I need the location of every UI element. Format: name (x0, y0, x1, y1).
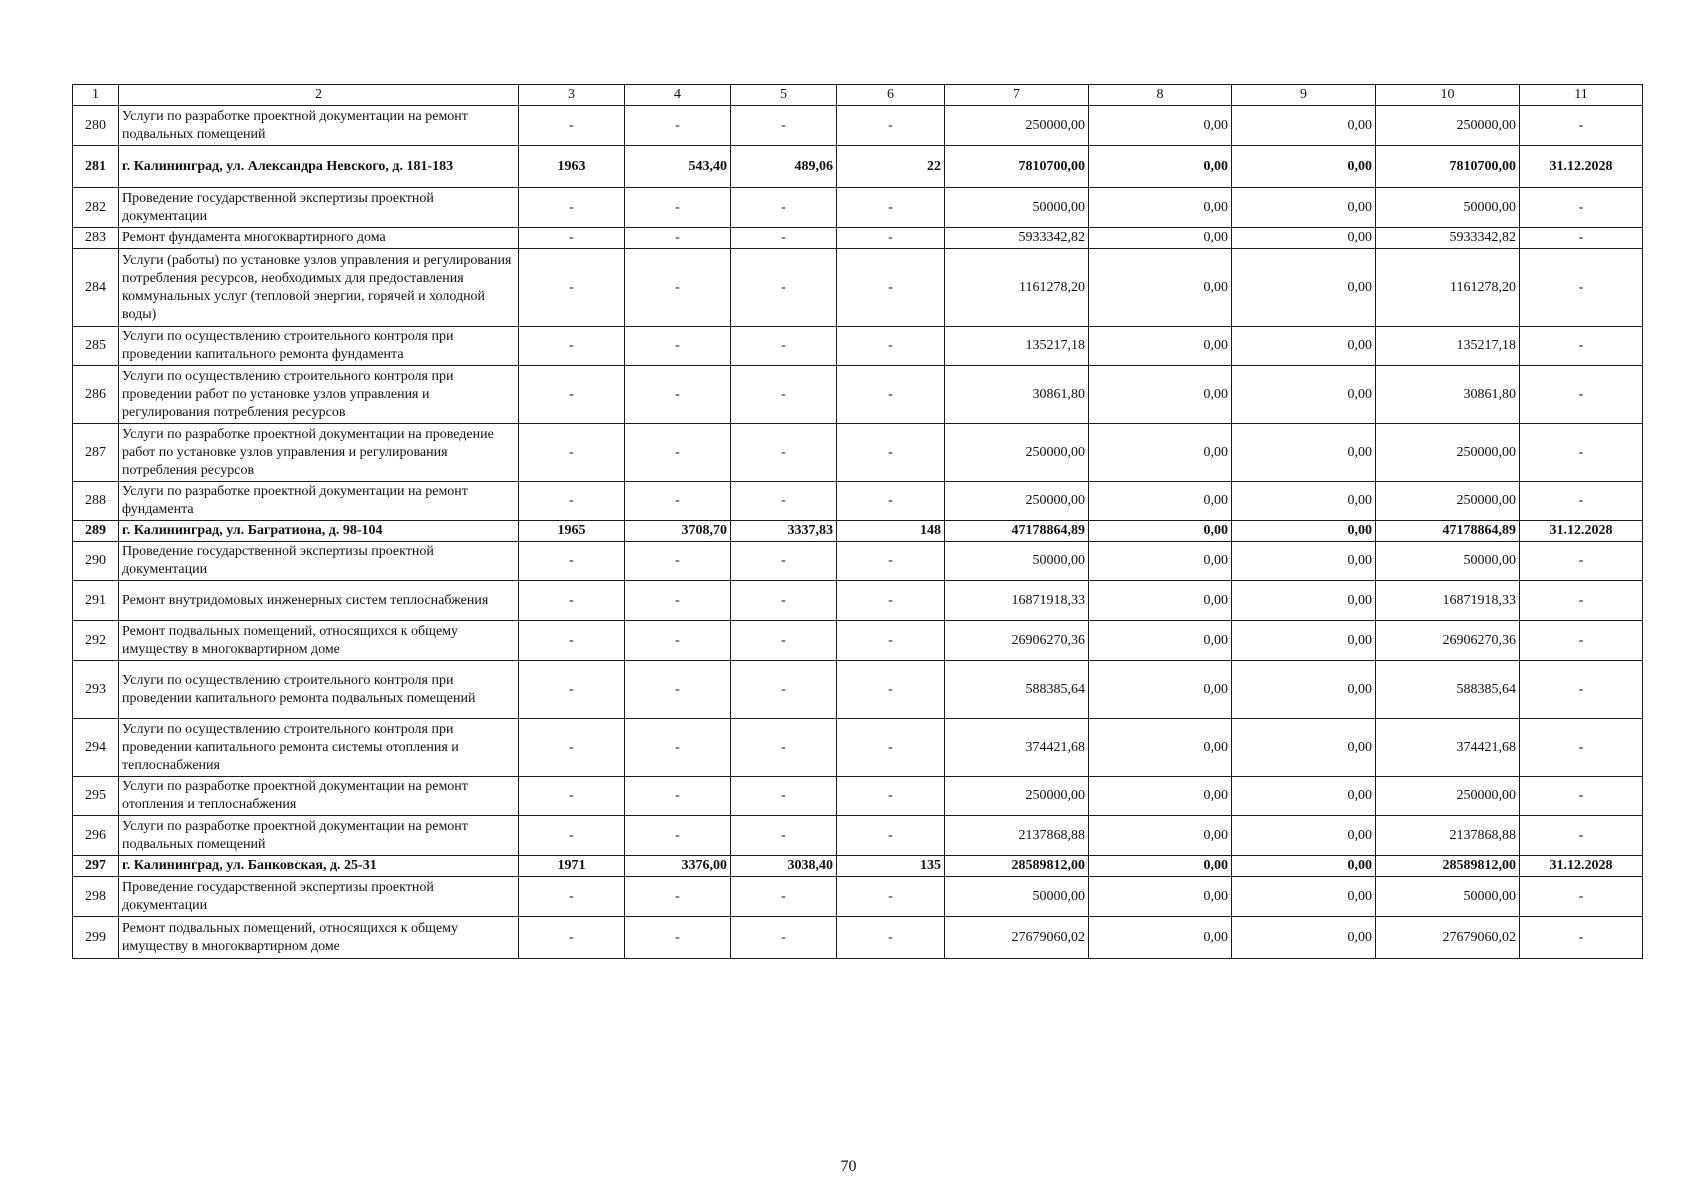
cell-col-4: - (625, 366, 731, 424)
row-number: 284 (73, 249, 119, 327)
cell-col-4: 3708,70 (625, 521, 731, 542)
cell-col-7: 50000,00 (945, 542, 1089, 581)
cell-col-9: 0,00 (1232, 366, 1376, 424)
column-number-cell: 1 (73, 85, 119, 106)
cell-col-5: - (731, 816, 837, 856)
table-row (73, 581, 1643, 621)
cell-col-10: 5933342,82 (1376, 228, 1520, 249)
cell-col-11: - (1520, 917, 1643, 959)
work-name: Ремонт внутридомовых инженерных систем теплоснабжения (119, 581, 519, 621)
cell-col-11: - (1520, 777, 1643, 816)
cell-col-10: 27679060,02 (1376, 917, 1520, 959)
cell-col-10: 250000,00 (1376, 777, 1520, 816)
cell-col-5: - (731, 877, 837, 917)
column-number-cell: 5 (731, 85, 837, 106)
cell-col-7: 250000,00 (945, 777, 1089, 816)
cell-col-4: - (625, 917, 731, 959)
work-name: Проведение государственной экспертизы проектной документации (119, 877, 519, 917)
cell-col-6: - (837, 661, 945, 719)
cell-col-5: - (731, 366, 837, 424)
cell-col-10: 50000,00 (1376, 542, 1520, 581)
cell-col-5: - (731, 424, 837, 482)
column-number-cell: 2 (119, 85, 519, 106)
cell-col-3: 1963 (519, 146, 625, 188)
cell-col-3: - (519, 917, 625, 959)
cell-col-10: 47178864,89 (1376, 521, 1520, 542)
column-number-cell: 9 (1232, 85, 1376, 106)
cell-col-9: 0,00 (1232, 146, 1376, 188)
cell-col-10: 374421,68 (1376, 719, 1520, 777)
cell-col-9: 0,00 (1232, 188, 1376, 228)
cell-col-10: 28589812,00 (1376, 856, 1520, 877)
cell-col-11: - (1520, 877, 1643, 917)
cell-col-6: - (837, 816, 945, 856)
cell-col-6: - (837, 777, 945, 816)
cell-col-3: - (519, 424, 625, 482)
row-number: 294 (73, 719, 119, 777)
row-number: 298 (73, 877, 119, 917)
cell-col-5: - (731, 228, 837, 249)
table-body (73, 85, 1643, 959)
cell-col-9: 0,00 (1232, 327, 1376, 366)
cell-col-11: - (1520, 366, 1643, 424)
cell-col-9: 0,00 (1232, 816, 1376, 856)
cell-col-10: 135217,18 (1376, 327, 1520, 366)
cell-col-4: - (625, 188, 731, 228)
cell-col-8: 0,00 (1089, 661, 1232, 719)
cell-col-11: - (1520, 816, 1643, 856)
cell-col-4: - (625, 816, 731, 856)
work-name: Услуги по разработке проектной документации на ремонт фундамента (119, 482, 519, 521)
cell-col-3: - (519, 228, 625, 249)
cell-col-8: 0,00 (1089, 146, 1232, 188)
cell-col-10: 250000,00 (1376, 482, 1520, 521)
cell-col-8: 0,00 (1089, 581, 1232, 621)
table-row (73, 816, 1643, 856)
work-name: г. Калининград, ул. Багратиона, д. 98-104 (119, 521, 519, 542)
row-number: 286 (73, 366, 119, 424)
row-number: 287 (73, 424, 119, 482)
table-row (73, 188, 1643, 228)
cell-col-6: - (837, 188, 945, 228)
cell-col-8: 0,00 (1089, 917, 1232, 959)
cell-col-9: 0,00 (1232, 877, 1376, 917)
cell-col-7: 1161278,20 (945, 249, 1089, 327)
cell-col-4: - (625, 424, 731, 482)
cell-col-4: - (625, 877, 731, 917)
cell-col-9: 0,00 (1232, 249, 1376, 327)
cell-col-9: 0,00 (1232, 856, 1376, 877)
cell-col-4: - (625, 719, 731, 777)
cell-col-8: 0,00 (1089, 228, 1232, 249)
cell-col-11: - (1520, 621, 1643, 661)
cell-col-10: 30861,80 (1376, 366, 1520, 424)
cell-col-6: - (837, 424, 945, 482)
cell-col-11: - (1520, 581, 1643, 621)
cell-col-9: 0,00 (1232, 719, 1376, 777)
cell-col-8: 0,00 (1089, 877, 1232, 917)
cell-col-8: 0,00 (1089, 366, 1232, 424)
table-row (73, 917, 1643, 959)
row-number: 288 (73, 482, 119, 521)
cell-col-6: - (837, 542, 945, 581)
cell-col-10: 50000,00 (1376, 877, 1520, 917)
cell-col-4: - (625, 581, 731, 621)
cell-col-3: - (519, 106, 625, 146)
column-number-row (73, 85, 1643, 106)
cell-col-3: 1965 (519, 521, 625, 542)
work-name: Услуги по осуществлению строительного контроля при проведении капитального ремонта фундамента (119, 327, 519, 366)
row-number: 280 (73, 106, 119, 146)
cell-col-5: 489,06 (731, 146, 837, 188)
cell-col-3: - (519, 249, 625, 327)
cell-col-3: - (519, 581, 625, 621)
cell-col-7: 2137868,88 (945, 816, 1089, 856)
cell-col-9: 0,00 (1232, 106, 1376, 146)
row-number: 295 (73, 777, 119, 816)
cell-col-6: - (837, 366, 945, 424)
cell-col-9: 0,00 (1232, 424, 1376, 482)
cell-col-11: - (1520, 482, 1643, 521)
table-row (73, 482, 1643, 521)
cell-col-6: - (837, 228, 945, 249)
table-row (73, 719, 1643, 777)
table-row (73, 542, 1643, 581)
cell-col-5: - (731, 482, 837, 521)
work-name: Услуги по разработке проектной документации на ремонт подвальных помещений (119, 106, 519, 146)
table-row (73, 366, 1643, 424)
cell-col-3: - (519, 366, 625, 424)
row-number: 290 (73, 542, 119, 581)
cell-col-5: - (731, 249, 837, 327)
cell-col-7: 50000,00 (945, 877, 1089, 917)
cell-col-7: 7810700,00 (945, 146, 1089, 188)
cell-col-3: - (519, 777, 625, 816)
work-name: Услуги по разработке проектной документации на проведение работ по установке узлов управления и регулирования потребления ресурсов (119, 424, 519, 482)
work-name: Услуги по осуществлению строительного контроля при проведении капитального ремонта системы отопления и теплоснабжения (119, 719, 519, 777)
row-number: 299 (73, 917, 119, 959)
cell-col-3: - (519, 621, 625, 661)
cell-col-9: 0,00 (1232, 581, 1376, 621)
row-number: 297 (73, 856, 119, 877)
cell-col-10: 50000,00 (1376, 188, 1520, 228)
cell-col-6: - (837, 249, 945, 327)
cell-col-5: - (731, 327, 837, 366)
table-row (73, 228, 1643, 249)
cell-col-4: - (625, 777, 731, 816)
work-name: Ремонт фундамента многоквартирного дома (119, 228, 519, 249)
table-row (73, 777, 1643, 816)
address-row (73, 146, 1643, 188)
table-row (73, 424, 1643, 482)
work-name: г. Калининград, ул. Банковская, д. 25-31 (119, 856, 519, 877)
cell-col-7: 28589812,00 (945, 856, 1089, 877)
cell-col-7: 50000,00 (945, 188, 1089, 228)
cell-col-9: 0,00 (1232, 482, 1376, 521)
work-name: г. Калининград, ул. Александра Невского, д. 181-183 (119, 146, 519, 188)
column-number-cell: 10 (1376, 85, 1520, 106)
cell-col-8: 0,00 (1089, 249, 1232, 327)
cell-col-3: - (519, 719, 625, 777)
table-row (73, 106, 1643, 146)
cell-col-3: - (519, 482, 625, 521)
cell-col-8: 0,00 (1089, 542, 1232, 581)
cell-col-6: - (837, 482, 945, 521)
cell-col-9: 0,00 (1232, 661, 1376, 719)
page-number: 70 (840, 1158, 857, 1175)
cell-col-3: - (519, 816, 625, 856)
cell-col-4: - (625, 482, 731, 521)
row-number: 289 (73, 521, 119, 542)
work-name: Услуги по разработке проектной документации на ремонт подвальных помещений (119, 816, 519, 856)
cell-col-5: - (731, 542, 837, 581)
cell-col-7: 250000,00 (945, 482, 1089, 521)
cell-col-7: 16871918,33 (945, 581, 1089, 621)
cell-col-11: 31.12.2028 (1520, 146, 1643, 188)
table-row (73, 249, 1643, 327)
cell-col-10: 7810700,00 (1376, 146, 1520, 188)
column-number-cell: 4 (625, 85, 731, 106)
row-number: 282 (73, 188, 119, 228)
cell-col-4: - (625, 621, 731, 661)
cell-col-6: - (837, 877, 945, 917)
cell-col-9: 0,00 (1232, 621, 1376, 661)
row-number: 296 (73, 816, 119, 856)
cell-col-6: - (837, 106, 945, 146)
cell-col-8: 0,00 (1089, 424, 1232, 482)
cell-col-11: - (1520, 661, 1643, 719)
work-name: Услуги по разработке проектной документации на ремонт отопления и теплоснабжения (119, 777, 519, 816)
cell-col-8: 0,00 (1089, 777, 1232, 816)
cell-col-3: - (519, 327, 625, 366)
works-table (72, 84, 1643, 959)
cell-col-6: - (837, 327, 945, 366)
cell-col-11: 31.12.2028 (1520, 521, 1643, 542)
column-number-cell: 6 (837, 85, 945, 106)
row-number: 283 (73, 228, 119, 249)
cell-col-9: 0,00 (1232, 521, 1376, 542)
work-name: Услуги по осуществлению строительного контроля при проведении работ по установке узлов управления и регулирования потребления ресурсов (119, 366, 519, 424)
cell-col-7: 250000,00 (945, 106, 1089, 146)
cell-col-7: 30861,80 (945, 366, 1089, 424)
address-row (73, 521, 1643, 542)
column-number-cell: 3 (519, 85, 625, 106)
cell-col-5: - (731, 106, 837, 146)
cell-col-9: 0,00 (1232, 542, 1376, 581)
cell-col-8: 0,00 (1089, 621, 1232, 661)
cell-col-10: 26906270,36 (1376, 621, 1520, 661)
cell-col-11: - (1520, 719, 1643, 777)
cell-col-11: - (1520, 249, 1643, 327)
table-row (73, 877, 1643, 917)
cell-col-7: 27679060,02 (945, 917, 1089, 959)
cell-col-10: 250000,00 (1376, 106, 1520, 146)
cell-col-8: 0,00 (1089, 856, 1232, 877)
cell-col-7: 26906270,36 (945, 621, 1089, 661)
table-row (73, 327, 1643, 366)
cell-col-6: 22 (837, 146, 945, 188)
cell-col-8: 0,00 (1089, 482, 1232, 521)
cell-col-6: 135 (837, 856, 945, 877)
row-number: 281 (73, 146, 119, 188)
cell-col-4: - (625, 661, 731, 719)
cell-col-5: - (731, 581, 837, 621)
work-name: Проведение государственной экспертизы проектной документации (119, 542, 519, 581)
cell-col-7: 374421,68 (945, 719, 1089, 777)
cell-col-11: - (1520, 542, 1643, 581)
cell-col-3: - (519, 877, 625, 917)
row-number: 285 (73, 327, 119, 366)
column-number-cell: 8 (1089, 85, 1232, 106)
cell-col-9: 0,00 (1232, 917, 1376, 959)
cell-col-3: - (519, 542, 625, 581)
cell-col-8: 0,00 (1089, 188, 1232, 228)
cell-col-5: 3337,83 (731, 521, 837, 542)
cell-col-7: 135217,18 (945, 327, 1089, 366)
column-number-cell: 7 (945, 85, 1089, 106)
cell-col-8: 0,00 (1089, 327, 1232, 366)
cell-col-10: 1161278,20 (1376, 249, 1520, 327)
column-number-cell: 11 (1520, 85, 1643, 106)
cell-col-6: - (837, 917, 945, 959)
work-name: Услуги по осуществлению строительного контроля при проведении капитального ремонта подвальных помещений (119, 661, 519, 719)
cell-col-6: - (837, 581, 945, 621)
cell-col-10: 16871918,33 (1376, 581, 1520, 621)
cell-col-10: 588385,64 (1376, 661, 1520, 719)
cell-col-4: 3376,00 (625, 856, 731, 877)
cell-col-10: 2137868,88 (1376, 816, 1520, 856)
cell-col-7: 588385,64 (945, 661, 1089, 719)
cell-col-11: - (1520, 228, 1643, 249)
cell-col-5: 3038,40 (731, 856, 837, 877)
row-number: 291 (73, 581, 119, 621)
cell-col-8: 0,00 (1089, 719, 1232, 777)
cell-col-5: - (731, 661, 837, 719)
work-name: Ремонт подвальных помещений, относящихся к общему имуществу в многоквартирном доме (119, 621, 519, 661)
cell-col-3: 1971 (519, 856, 625, 877)
row-number: 292 (73, 621, 119, 661)
row-number: 293 (73, 661, 119, 719)
cell-col-11: - (1520, 424, 1643, 482)
cell-col-5: - (731, 917, 837, 959)
cell-col-6: - (837, 621, 945, 661)
cell-col-7: 250000,00 (945, 424, 1089, 482)
cell-col-9: 0,00 (1232, 228, 1376, 249)
cell-col-11: - (1520, 188, 1643, 228)
address-row (73, 856, 1643, 877)
cell-col-6: - (837, 719, 945, 777)
cell-col-6: 148 (837, 521, 945, 542)
work-name: Услуги (работы) по установке узлов управления и регулирования потребления ресурсов, необходимых для предоставления коммунальных услуг (тепловой энергии, горячей и холодной воды) (119, 249, 519, 327)
cell-col-4: 543,40 (625, 146, 731, 188)
cell-col-4: - (625, 106, 731, 146)
cell-col-8: 0,00 (1089, 816, 1232, 856)
cell-col-4: - (625, 542, 731, 581)
cell-col-4: - (625, 228, 731, 249)
cell-col-7: 5933342,82 (945, 228, 1089, 249)
table-row (73, 621, 1643, 661)
cell-col-5: - (731, 188, 837, 228)
cell-col-4: - (625, 249, 731, 327)
cell-col-5: - (731, 621, 837, 661)
work-name: Проведение государственной экспертизы проектной документации (119, 188, 519, 228)
cell-col-3: - (519, 661, 625, 719)
cell-col-11: - (1520, 327, 1643, 366)
cell-col-9: 0,00 (1232, 777, 1376, 816)
table-row (73, 661, 1643, 719)
work-name: Ремонт подвальных помещений, относящихся к общему имуществу в многоквартирном доме (119, 917, 519, 959)
cell-col-5: - (731, 777, 837, 816)
cell-col-10: 250000,00 (1376, 424, 1520, 482)
cell-col-5: - (731, 719, 837, 777)
cell-col-7: 47178864,89 (945, 521, 1089, 542)
cell-col-11: - (1520, 106, 1643, 146)
cell-col-8: 0,00 (1089, 106, 1232, 146)
cell-col-8: 0,00 (1089, 521, 1232, 542)
cell-col-4: - (625, 327, 731, 366)
cell-col-3: - (519, 188, 625, 228)
cell-col-11: 31.12.2028 (1520, 856, 1643, 877)
